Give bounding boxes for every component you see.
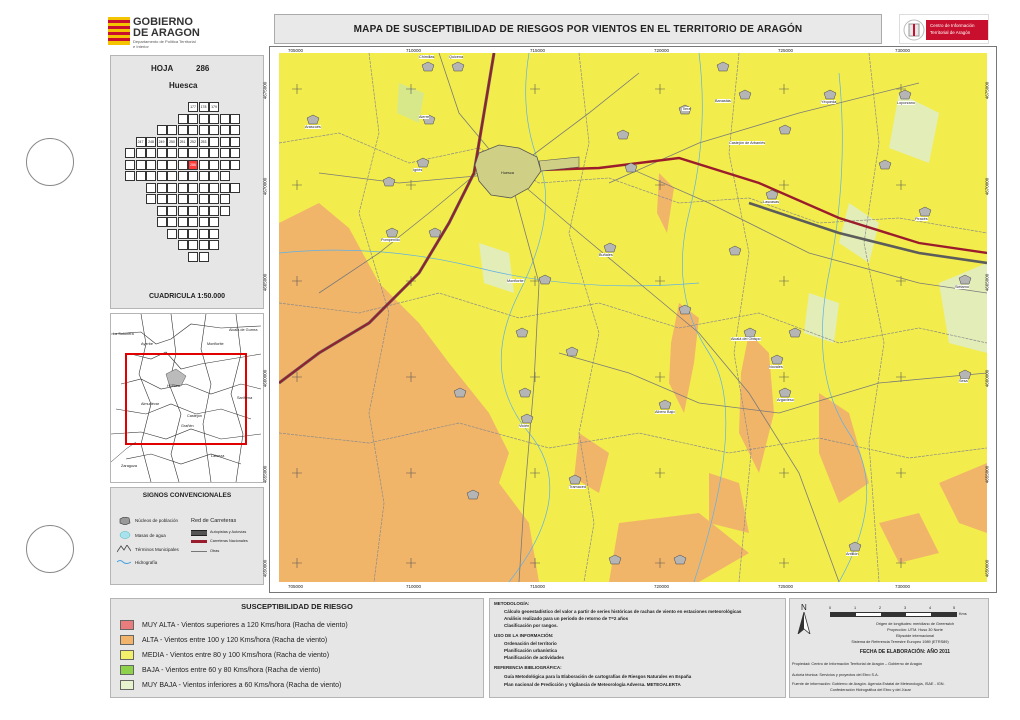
sheet-tile[interactable] xyxy=(199,194,209,204)
sheet-tile[interactable] xyxy=(209,194,219,204)
main-map xyxy=(279,53,990,582)
sheet-tile[interactable] xyxy=(230,148,240,158)
cita-emblem-icon xyxy=(903,19,925,41)
scale-unit: Kms xyxy=(959,612,967,616)
place-tramaced: Tramaced xyxy=(569,485,586,489)
place-bunales: Buñales xyxy=(599,253,613,257)
place-argavieso: Argavieso xyxy=(777,398,794,402)
place-castejon: Castejón de Arbaniés xyxy=(729,141,766,145)
map-title: MAPA DE SUSCEPTIBILIDAD DE RIESGOS POR VIENTOS EN EL TERRITORIO DE ARAGÓN xyxy=(274,14,882,44)
ref-line-1: Plan nacional de Predicción y Vigilancia de Meteorología Adversa. METEOALERTA xyxy=(504,682,681,687)
sheet-tile[interactable]: 178 xyxy=(199,102,209,112)
sheet-tile[interactable] xyxy=(209,125,219,135)
road-item-1: Carreteras Nacionales xyxy=(210,539,248,543)
sheet-tile[interactable] xyxy=(167,229,177,239)
sheet-tile[interactable] xyxy=(157,171,167,181)
sheet-tile[interactable] xyxy=(188,229,198,239)
sheet-tile[interactable] xyxy=(209,183,219,193)
credit-line-1: Autoría técnica: Servicios y proyectos del Ebro S.A. xyxy=(792,673,879,677)
x-tick-top-0: 705000 xyxy=(288,48,304,53)
hoja-number: 286 xyxy=(196,64,210,73)
sheet-tile[interactable] xyxy=(220,183,230,193)
scale-tick-0: 0 xyxy=(829,606,832,610)
overview-label-sotonera: La Sotonera xyxy=(113,332,134,336)
y-tick-left-1: 4670000 xyxy=(262,177,268,196)
sheet-tile[interactable] xyxy=(188,194,198,204)
ref-title: REFERENCIA BIBLIOGRÁFICA: xyxy=(494,665,562,670)
sheet-tile[interactable] xyxy=(209,160,219,170)
sheet-tile[interactable] xyxy=(188,148,198,158)
place-piraces: Piracés xyxy=(915,217,928,221)
sheet-tile[interactable] xyxy=(178,160,188,170)
logo-sub2: e Interior xyxy=(133,44,149,49)
overview-label-castejon: Castejón xyxy=(187,414,202,418)
sheet-tile[interactable] xyxy=(157,148,167,158)
cita-line1: Centro de Información xyxy=(930,23,975,28)
sheet-tile[interactable] xyxy=(220,171,230,181)
signos-item-3: Hidrografía xyxy=(135,560,158,565)
x-tick-top-4: 725000 xyxy=(778,48,794,53)
sheet-tile[interactable] xyxy=(157,183,167,193)
binder-hole-top xyxy=(26,138,74,186)
x-tick-top-3: 720000 xyxy=(654,48,670,53)
place-yequeda: Yéqueda xyxy=(821,100,837,104)
road-item-2: Otras xyxy=(210,549,220,553)
overview-label-ayerbe: Ayerbe xyxy=(141,342,153,346)
national-road-swatch xyxy=(191,540,207,543)
sheet-tile[interactable] xyxy=(188,240,198,250)
y-tick-left-2: 4665000 xyxy=(262,273,268,292)
place-huesca: Huesca xyxy=(501,171,514,175)
overview-label-huesca: Huesca xyxy=(167,384,180,388)
sheet-tile[interactable] xyxy=(167,125,177,135)
sheet-tile[interactable] xyxy=(220,206,230,216)
logo-line1: GOBIERNO xyxy=(133,16,193,28)
sheet-tile[interactable] xyxy=(220,137,230,147)
sheet-tile[interactable] xyxy=(199,229,209,239)
metodologia-title: METODOLOGÍA: xyxy=(494,601,530,606)
sheet-tile[interactable] xyxy=(199,217,209,227)
sheet-tile[interactable]: 249 xyxy=(157,137,167,147)
sheet-tile[interactable] xyxy=(220,114,230,124)
metodologia-line-0: Cálculo geoestadístico del valor a partir de series históricas de rachas de viento en estaciones meteorológicas xyxy=(504,609,742,614)
sheet-tile[interactable] xyxy=(209,137,219,147)
sheet-tile[interactable] xyxy=(125,148,135,158)
legend-row-muy-alta: MUY ALTA - Vientos superiores a 120 Kms/hora (Racha de viento) xyxy=(120,619,348,631)
sheet-tile[interactable] xyxy=(199,160,209,170)
sheet-tile[interactable] xyxy=(199,206,209,216)
credit-line-2: Fuente de información: Gobierno de Aragón. Agencia Estatal de Meteorología, ISAE - IGN. xyxy=(792,682,945,686)
sheet-tile[interactable] xyxy=(188,252,198,262)
cita-logo xyxy=(899,14,989,44)
sheet-tile[interactable] xyxy=(220,160,230,170)
overview-label-almudevar: Almudévar xyxy=(141,402,160,406)
scale-tick-5: 5 xyxy=(953,606,956,610)
susceptibility-map xyxy=(279,53,990,582)
place-igries: Igriés xyxy=(413,168,423,172)
scale-tick-1: 1 xyxy=(854,606,857,610)
hoja-label: HOJA xyxy=(151,64,174,73)
proj-line-0: Origen de longitudes: meridiano de Greenwich xyxy=(875,622,955,626)
place-antillon: Antillón xyxy=(846,552,859,556)
sheet-tile[interactable] xyxy=(209,114,219,124)
uso-line-2: Planificación de actividades xyxy=(504,655,565,660)
sheet-tile[interactable]: 251 xyxy=(178,137,188,147)
scale-tick-3: 3 xyxy=(904,606,907,610)
y-tick-right-1: 4670000 xyxy=(984,177,990,196)
overview-label-lalueza: Lalueza xyxy=(211,454,225,458)
sheet-tile[interactable] xyxy=(146,194,156,204)
sheet-tile[interactable] xyxy=(209,148,219,158)
sheet-tile[interactable] xyxy=(136,160,146,170)
ref-line-0: Guía Metodológica para la Elaboración de cartografías de Riesgos Naturales en España xyxy=(504,674,692,679)
sheet-tile[interactable] xyxy=(157,194,167,204)
scale-tick-4: 4 xyxy=(929,606,932,610)
x-tick-bottom-3: 720000 xyxy=(654,584,670,589)
sheet-tile[interactable] xyxy=(220,125,230,135)
sheet-tile[interactable]: 252 xyxy=(188,137,198,147)
place-pompenillo: Pompenillo xyxy=(381,238,400,242)
x-tick-top-5: 730000 xyxy=(895,48,911,53)
sheet-tile[interactable] xyxy=(178,194,188,204)
roads-title: Red de Carreteras xyxy=(191,518,237,524)
credit-line-3: Confederación Hidrográfica del Ebro y del Júcar xyxy=(830,688,911,692)
sheet-tile[interactable] xyxy=(178,240,188,250)
sheet-tile[interactable]: 286 xyxy=(188,160,198,170)
overview-label-granen: Grañén xyxy=(181,424,194,428)
signos-panel xyxy=(110,487,264,585)
sheet-index-panel xyxy=(110,55,264,309)
x-tick-bottom-2: 715000 xyxy=(530,584,546,589)
x-tick-bottom-5: 730000 xyxy=(895,584,911,589)
x-tick-bottom-0: 705000 xyxy=(288,584,304,589)
overview-label-alcala: Alcalá de Gurrea xyxy=(229,328,258,332)
y-tick-right-5: 4650000 xyxy=(984,559,990,578)
sheet-tile[interactable] xyxy=(199,183,209,193)
x-tick-bottom-4: 725000 xyxy=(778,584,794,589)
sheet-tile[interactable] xyxy=(230,114,240,124)
sheet-tile[interactable] xyxy=(178,171,188,181)
road-item-0: Autopistas y Autovías xyxy=(210,530,247,534)
sheet-tile[interactable] xyxy=(167,194,177,204)
y-tick-left-5: 4650000 xyxy=(262,559,268,578)
place-sietamo: Siétamo xyxy=(955,285,969,289)
sheet-tile[interactable] xyxy=(146,148,156,158)
sheet-tile[interactable] xyxy=(146,160,156,170)
place-loporzano: Loporzano xyxy=(897,101,915,105)
place-quicena: Quicena xyxy=(449,55,464,59)
swatch-baja xyxy=(120,665,134,675)
sheet-tile[interactable] xyxy=(199,114,209,124)
sheet-tile[interactable] xyxy=(209,171,219,181)
poblacion-icon xyxy=(119,517,131,525)
place-banastas: Banastás xyxy=(715,99,731,103)
sheet-tile[interactable] xyxy=(188,217,198,227)
sheet-tile[interactable] xyxy=(178,206,188,216)
sheet-tile[interactable] xyxy=(178,183,188,193)
sheet-grid xyxy=(125,102,255,272)
y-tick-right-3: 4660000 xyxy=(984,369,990,388)
fecha-elaboracion: FECHA DE ELABORACIÓN: AÑO 2011 xyxy=(859,649,951,655)
sheet-tile[interactable] xyxy=(209,229,219,239)
legend-row-alta: ALTA - Vientos entre 100 y 120 Kms/hora (Racha de viento) xyxy=(120,634,327,646)
logo-line2: DE ARAGON xyxy=(133,27,200,39)
sheet-tile[interactable] xyxy=(178,125,188,135)
place-sesa: Sesa xyxy=(959,379,968,383)
sheet-tile[interactable] xyxy=(167,206,177,216)
proj-line-1: Proyección: UTM. Huso 30 Norte xyxy=(887,628,943,632)
sheet-tile[interactable] xyxy=(199,125,209,135)
x-tick-top-1: 710000 xyxy=(406,48,422,53)
sheet-tile[interactable] xyxy=(136,171,146,181)
sheet-tile[interactable] xyxy=(178,114,188,124)
sheet-tile[interactable]: 179 xyxy=(209,102,219,112)
sheet-tile[interactable] xyxy=(146,183,156,193)
motorway-swatch xyxy=(191,530,207,536)
sheet-tile[interactable] xyxy=(167,160,177,170)
place-vicien: Vicién xyxy=(519,424,530,428)
north-arrow-icon xyxy=(797,612,811,634)
sheet-tile[interactable] xyxy=(209,206,219,216)
sheet-tile[interactable] xyxy=(157,160,167,170)
sheet-tile[interactable] xyxy=(230,183,240,193)
swatch-alta xyxy=(120,635,134,645)
sheet-tile[interactable] xyxy=(125,160,135,170)
sheet-tile[interactable] xyxy=(157,125,167,135)
scale-bar xyxy=(830,612,957,617)
sheet-tile[interactable] xyxy=(199,171,209,181)
sheet-tile[interactable] xyxy=(125,171,135,181)
sheet-tile[interactable] xyxy=(178,148,188,158)
sheet-tile[interactable]: 247 xyxy=(136,137,146,147)
sheet-tile[interactable] xyxy=(188,183,198,193)
x-tick-bottom-1: 710000 xyxy=(406,584,422,589)
overview-label-zaragoza: Zaragoza xyxy=(121,464,138,468)
sheet-tile[interactable] xyxy=(209,217,219,227)
sheet-tile[interactable] xyxy=(188,206,198,216)
sheet-tile[interactable] xyxy=(157,217,167,227)
place-chimillas: Chimillas xyxy=(419,55,435,59)
sheet-tile[interactable]: 177 xyxy=(188,102,198,112)
sheet-tile[interactable] xyxy=(167,217,177,227)
y-tick-left-4: 4655000 xyxy=(262,465,268,484)
gobierno-aragon-logo xyxy=(108,15,208,55)
sheet-tile[interactable] xyxy=(178,217,188,227)
signos-item-0: Núcleos de población xyxy=(135,518,179,523)
swatch-muy-baja xyxy=(120,680,134,690)
sheet-tile[interactable] xyxy=(199,240,209,250)
place-lascasas: Lascasas xyxy=(763,200,780,204)
cuadricula-label: CUADRICULA 1:50.000 xyxy=(149,293,225,300)
proj-line-2: Elipsoide internacional xyxy=(896,634,934,638)
sheet-tile[interactable] xyxy=(199,148,209,158)
logo-sub1: Departamento de Política Territorial xyxy=(133,39,196,44)
sheet-tile[interactable] xyxy=(220,148,230,158)
place-alerre: Alerre xyxy=(419,115,430,119)
water-icon xyxy=(119,531,131,539)
place-alcala-obispo: Alcalá del Obispo xyxy=(731,337,761,341)
uso-line-0: Ordenación del territorio xyxy=(504,641,557,646)
sheet-tile[interactable] xyxy=(146,171,156,181)
scale-tick-2: 2 xyxy=(879,606,882,610)
metodologia-line-2: Clasificación por rangos. xyxy=(504,623,558,628)
sheet-tile[interactable]: 248 xyxy=(146,137,156,147)
sheet-tile[interactable] xyxy=(230,137,240,147)
sheet-tile[interactable] xyxy=(188,171,198,181)
signos-item-1: Masas de agua xyxy=(135,533,166,538)
signos-item-2: Términos Municipales xyxy=(135,547,179,552)
signos-title: SIGNOS CONVENCIONALES xyxy=(142,492,232,499)
y-tick-right-4: 4655000 xyxy=(984,465,990,484)
place-tierz: Tierz xyxy=(682,107,691,111)
sheet-tile[interactable] xyxy=(136,148,146,158)
legend-row-media: MEDIA - Vientos entre 80 y 100 Kms/hora (Racha de viento) xyxy=(120,649,329,661)
uso-title: USO DE LA INFORMACIÓN: xyxy=(494,633,554,638)
sheet-tile[interactable] xyxy=(199,252,209,262)
metodologia-line-1: Análisis realizado para un periodo de retorno de T=2 años xyxy=(504,616,629,621)
sheet-name: Huesca xyxy=(169,81,198,90)
river-icon xyxy=(117,559,131,565)
place-albero-bajo: Albero Bajo xyxy=(655,410,675,414)
sheet-tile[interactable] xyxy=(209,240,219,250)
legend-row-baja: BAJA - Vientos entre 60 y 80 Kms/hora (Racha de viento) xyxy=(120,664,320,676)
place-monflorite: Monflorite xyxy=(507,279,524,283)
overview-map-panel xyxy=(110,313,264,483)
legend-title: SUSCEPTIBILIDAD DE RIESGO xyxy=(241,602,353,611)
sheet-tile[interactable] xyxy=(220,194,230,204)
sheet-tile[interactable] xyxy=(178,229,188,239)
sheet-tile[interactable] xyxy=(157,206,167,216)
y-tick-right-0: 4675000 xyxy=(984,81,990,100)
swatch-media xyxy=(120,650,134,660)
binder-hole-bottom xyxy=(26,525,74,573)
legend-row-muy-baja: MUY BAJA - Vientos inferiores a 60 Kms/hora (Racha de viento) xyxy=(120,679,341,691)
y-tick-left-0: 4675000 xyxy=(262,81,268,100)
sheet-tile[interactable]: 250 xyxy=(167,137,177,147)
municipal-boundary-icon xyxy=(117,545,131,553)
uso-line-1: Planificación urbanística xyxy=(504,648,558,653)
sheet-tile[interactable] xyxy=(188,125,198,135)
sheet-tile[interactable] xyxy=(167,171,177,181)
proj-line-3: Sistema de Referencia Terrestre Europeo 1989 (ETRS89) xyxy=(851,640,949,644)
y-tick-left-3: 4660000 xyxy=(262,369,268,388)
swatch-muy-alta xyxy=(120,620,134,630)
other-road-swatch xyxy=(191,551,207,552)
sheet-tile[interactable] xyxy=(230,160,240,170)
overview-label-sarinena: Sariñena xyxy=(237,396,253,400)
cita-line2: Territorial de Aragón xyxy=(930,30,971,35)
x-tick-top-2: 715000 xyxy=(530,48,546,53)
sheet-tile[interactable]: 253 xyxy=(199,137,209,147)
sheet-tile[interactable] xyxy=(188,114,198,124)
sheet-tile[interactable] xyxy=(167,183,177,193)
overview-label-monflorite: Monflorite xyxy=(207,342,224,346)
y-tick-right-2: 4665000 xyxy=(984,273,990,292)
credit-line-0: Propiedad: Centro de Información Territorial de Aragón – Gobierno de Aragón xyxy=(792,662,923,666)
sheet-tile[interactable] xyxy=(230,125,240,135)
aragon-flag-icon xyxy=(108,17,130,45)
north-label: N xyxy=(801,603,807,612)
place-arascues: Arascués xyxy=(305,125,321,129)
place-novales: Novales xyxy=(769,365,783,369)
sheet-tile[interactable] xyxy=(167,148,177,158)
